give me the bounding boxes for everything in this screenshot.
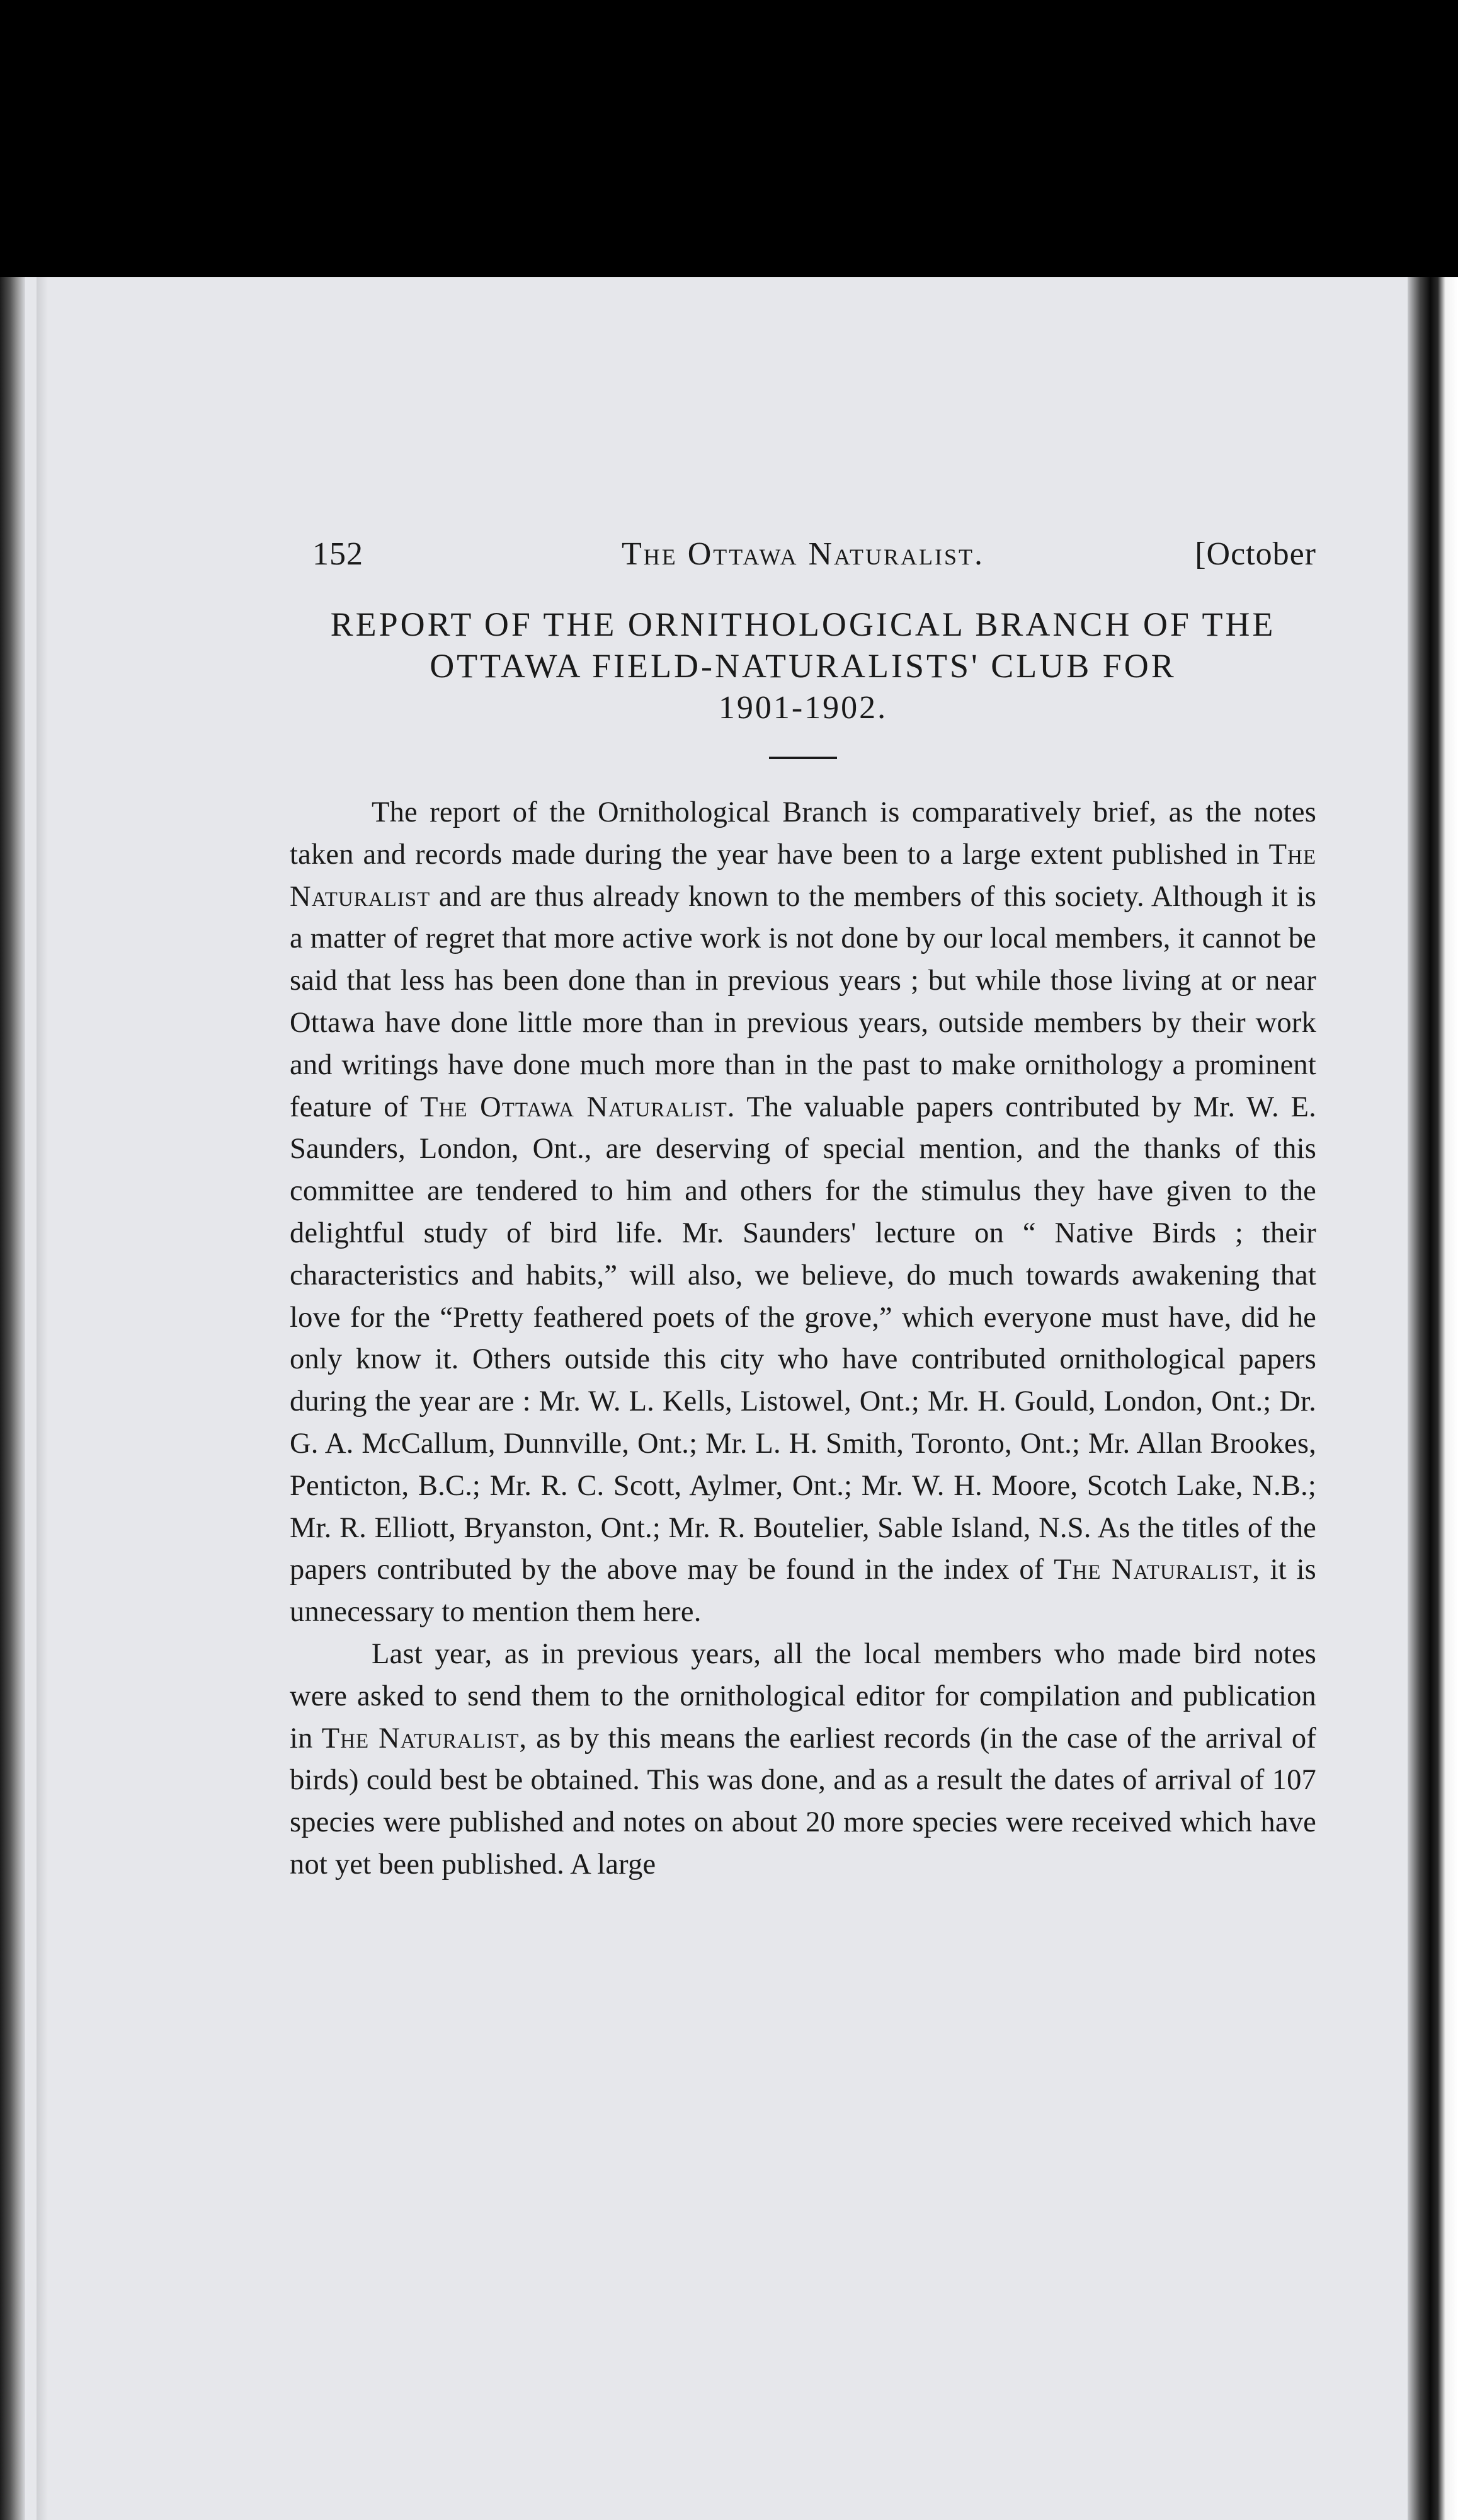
paragraph-2-text-a: Last year, as in previous years, all the local members who made bird notes were asked to send them to the ornithological editor for compilation and publication in — [290, 1637, 1316, 1755]
paragraph-2 — [290, 1634, 1316, 1886]
page-left-margin-tone — [37, 277, 48, 2520]
page-number: 152 — [312, 536, 363, 572]
journal-reference: The Naturalist — [290, 838, 1316, 913]
journal-reference: The Ottawa Naturalist. — [420, 1091, 736, 1123]
journal-title: The Ottawa Naturalist. — [621, 536, 985, 572]
paragraph-1-text-a: The report of the Ornithological Branch is comparatively brief, as the notes taken and records made during the year have been to a large extent published in — [290, 796, 1316, 871]
scan-background — [0, 0, 1458, 287]
article-title — [290, 604, 1316, 687]
journal-reference: The Naturalist, — [1054, 1554, 1260, 1586]
running-head — [290, 536, 1316, 586]
page-right-edge-binding — [1408, 277, 1458, 2520]
issue-month: [October — [1195, 536, 1316, 572]
paragraph-1-text-c: The valuable papers contributed by Mr. W. E. Saunders, London, Ont., are deserving of special mention, and the thanks of this committee are tendered to him and others for the stimulus they have given to the delightful study of bird life. Mr. Saunders' lecture on “ Native Birds ; their characteristics and habits,” will also, we believe, do much towards awakening that love for the “Pretty feathered poets of the grove,” which everyone must have, did he only know it. Others outside this city who have contributed ornithological papers during the year are : Mr. W. L. Kells, Listowel, Ont.; Mr. H. Gould, London, Ont.; Dr. G. A. McCallum, Dunnville, Ont.; Mr. L. H. Smith, Toronto, Ont.; Mr. Allan Brookes, Penticton, B.C.; Mr. R. C. Scott, Aylmer, Ont.; Mr. W. H. Moore, Scotch Lake, N.B.; Mr. R. Elliott, Bryanston, Ont.; Mr. R. Boutelier, Sable Island, N.S. As the titles of the papers contributed by the above may be found in the index of — [290, 1091, 1316, 1586]
page-content — [290, 536, 1316, 1886]
paragraph-1 — [290, 792, 1316, 1634]
paragraph-1-text-b: and are thus already known to the members of this society. Although it is a matter of regret that more active work is not done by our local members, it cannot be said that less has been done than in previous years ; but while those living at or near Ottawa have done little more than in previous years, outside members by their work and writings have done much more than in the past to make ornithology a prominent feature of — [290, 880, 1316, 1123]
page-left-edge-shadow — [0, 277, 25, 2520]
journal-reference: The Naturalist, — [321, 1722, 528, 1755]
paragraph-1-text-d: it is unnecessary to mention them here. — [290, 1554, 1316, 1629]
paragraph-2-text-b: as by this means the earliest records (in the case of the arrival of birds) could best be obtained. This was done, and as a result the dates of arrival of 107 species were published and notes on about 20 more species were received which have not yet been published. A large — [290, 1722, 1316, 1881]
article-year: 1901-1902. — [718, 690, 888, 726]
article-title-line-2: OTTAWA FIELD-NATURALISTS' CLUB FOR — [430, 647, 1176, 685]
title-divider-rule — [769, 757, 837, 759]
article-title-line-1: REPORT OF THE ORNITHOLOGICAL BRANCH OF THE — [330, 605, 1276, 643]
